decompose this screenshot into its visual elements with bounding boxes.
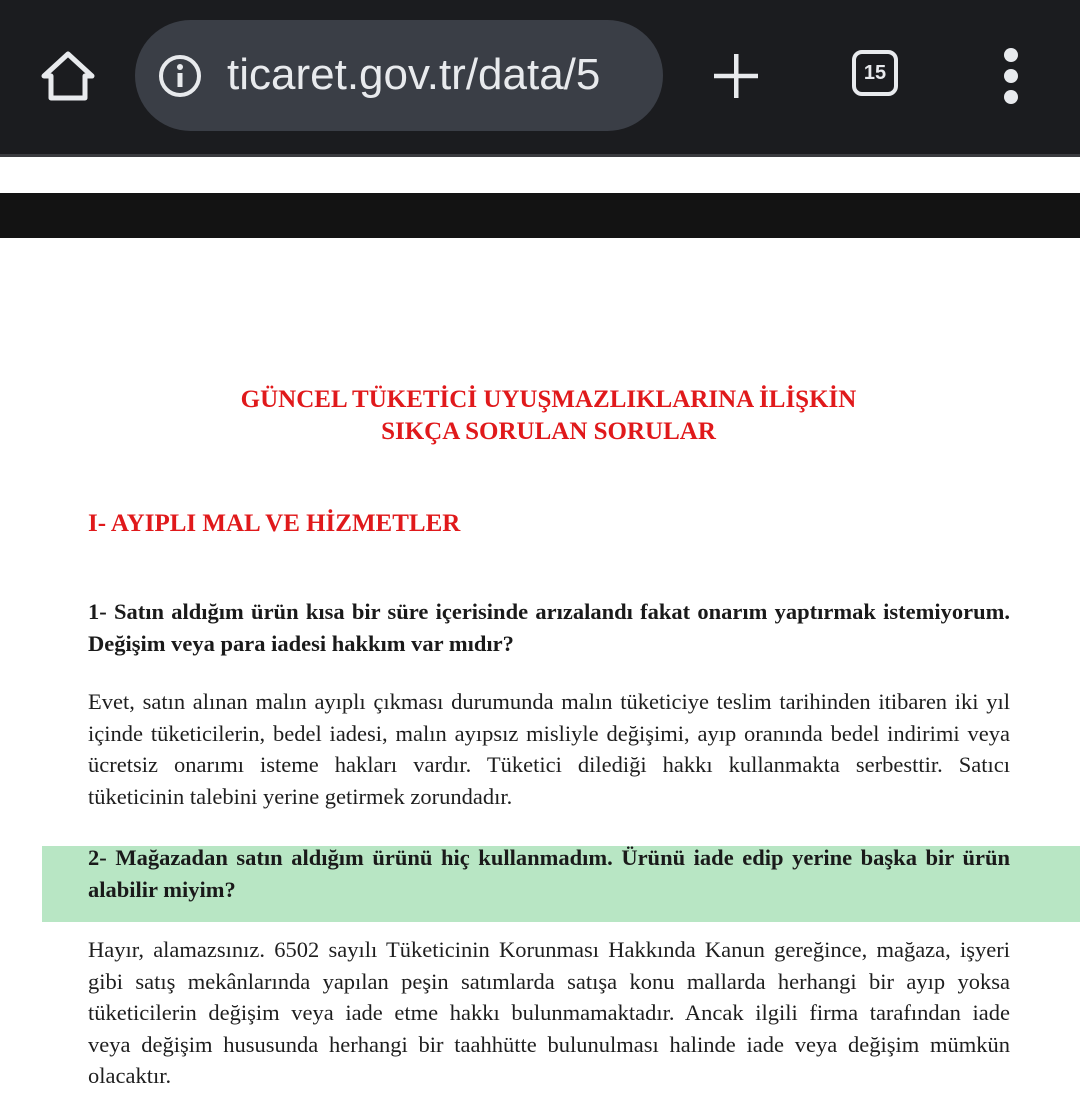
title-line-1: GÜNCEL TÜKETİCİ UYUŞMAZLIKLARINA İLİŞKİN	[240, 386, 857, 413]
answer-line: veya değişim hususunda herhangi bir taahhütte bulunulması halinde iade veya değişim mümkün	[88, 1031, 1010, 1057]
plus-icon	[708, 48, 764, 104]
question-line: alabilir miyim?	[88, 877, 236, 902]
info-icon[interactable]	[157, 53, 203, 99]
home-button[interactable]	[38, 48, 98, 104]
answer-line: ücretsiz onarımı isteme hakları vardır. Tüketici dilediği hakkı kullanmakta serbesttir. Satıcı	[88, 752, 1010, 777]
tab-switcher-button[interactable]	[852, 50, 898, 96]
answer-2	[88, 934, 1010, 1092]
document-title	[0, 384, 1080, 448]
answer-line: tüketicilerin değişim veya iade etme hakkı bulunmamaktadır. Ancak ilgili firma tarafından iade	[88, 1000, 1010, 1025]
tab-count: 15	[863, 62, 887, 84]
answer-line: gibi satış mekânlarında yapılan peşin satımlarda satışa konu mallarda herhangi bir ayıp yoksa	[88, 968, 1010, 994]
answer-line: olacaktır.	[88, 1063, 172, 1088]
new-tab-button[interactable]	[708, 48, 764, 104]
more-vert-icon[interactable]	[996, 46, 1028, 106]
answer-line: tüketicinin talebini yerine getirmek zorundadır.	[88, 783, 513, 809]
question-line: Değişim veya para iadesi hakkım var mıdır?	[88, 631, 514, 656]
title-line-2: SIKÇA SORULAN SORULAR	[381, 418, 716, 445]
section-heading: I- AYIPLI MAL VE HİZMETLER	[88, 510, 461, 537]
home-icon	[38, 48, 98, 104]
answer-line: içinde tüketicilerin, bedel iadesi, malın ayıpsız misliyle değişimi, ayıp oranında bedel indirimi veya	[88, 720, 1010, 746]
answer-1	[88, 686, 1010, 812]
url-text[interactable]: ticaret.gov.tr/data/5	[227, 50, 601, 99]
menu-dot	[1004, 69, 1018, 83]
question-2	[88, 842, 1010, 906]
browser-toolbar	[0, 0, 1080, 154]
page-header-band	[0, 193, 1080, 238]
menu-dot	[1004, 48, 1018, 62]
question-line: 2- Mağazadan satın aldığım ürünü hiç kullanmadım. Ürünü iade edip yerine başka bir ürün	[88, 845, 1010, 870]
menu-dot	[1004, 90, 1018, 104]
answer-line: Evet, satın alınan malın ayıplı çıkması durumunda malın tüketiciye teslim tarihinden itibaren iki yıl	[88, 689, 1010, 714]
question-1	[88, 596, 1010, 660]
address-bar[interactable]	[135, 20, 663, 131]
question-line: 1- Satın aldığım ürün kısa bir süre içerisinde arızalandı fakat onarım yaptırmak istemiyorum.	[88, 599, 1010, 624]
toolbar-divider	[0, 154, 1080, 157]
answer-line: Hayır, alamazsınız. 6502 sayılı Tüketicinin Korunması Hakkında Kanun gereğince, mağaza, işyeri	[88, 937, 1010, 962]
